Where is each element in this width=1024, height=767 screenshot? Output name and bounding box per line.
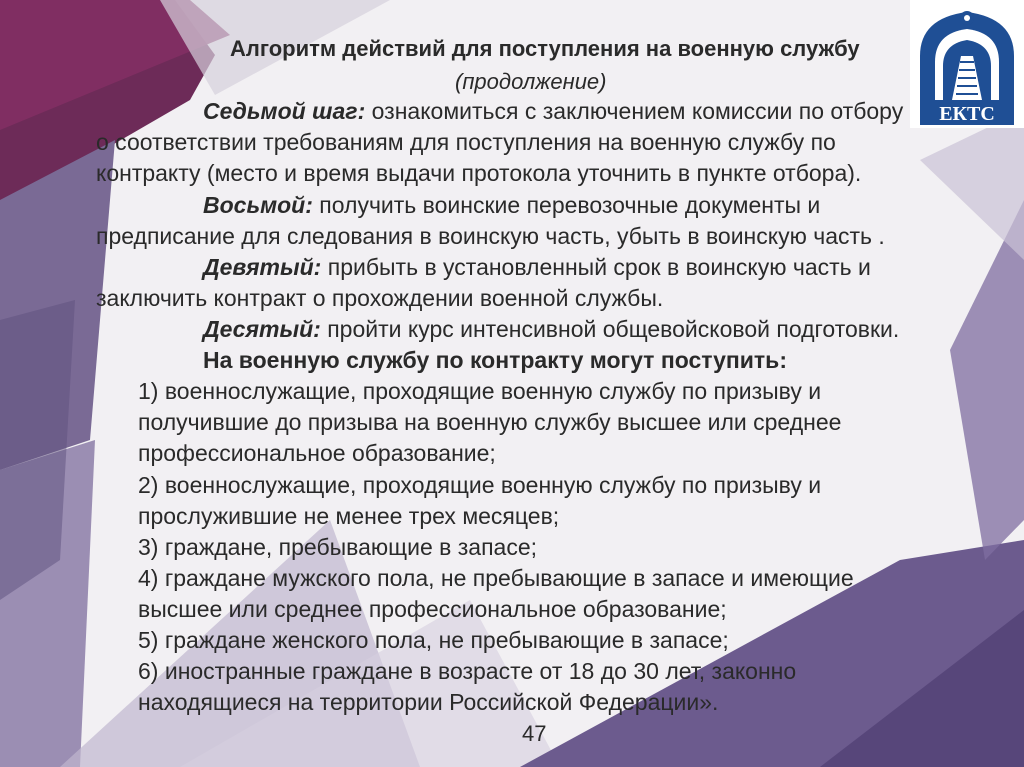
page-title: Алгоритм действий для поступления на военную службу — [230, 36, 860, 61]
step-nine-line-2: заключить контракт о прохождении военной службы. — [96, 285, 664, 311]
step-eight-line — [203, 190, 820, 221]
step-ten-name: Десятый: — [203, 316, 321, 342]
step-seven-name: Седьмой шаг: — [203, 98, 366, 124]
page-number: 47 — [522, 721, 547, 746]
logo-text: ЕКТС — [939, 103, 995, 125]
step-nine-line — [203, 252, 871, 283]
eligible-heading: На военную службу по контракту могут поступить: — [203, 347, 787, 373]
list-item: 2) военнослужащие, проходящие военную службу по призыву и — [138, 472, 822, 498]
list-item: 1) военнослужащие, проходящие военную службу по призыву и — [138, 378, 822, 404]
list-item: 4) граждане мужского пола, не пребывающие в запасе и имеющие — [138, 565, 854, 591]
step-nine-text: прибыть в установленный срок в воинскую часть и — [327, 254, 871, 280]
step-eight-line-2: предписание для следования в воинскую часть, убыть в воинскую часть . — [96, 223, 885, 249]
list-item: 6) иностранные граждане в возрасте от 18 до 30 лет, законно — [138, 658, 797, 684]
step-seven-line-2: о соответствии требованиям для поступления на военную службу по — [96, 129, 836, 155]
list-item: высшее или среднее профессиональное образование; — [138, 596, 727, 622]
step-nine-name: Девятый: — [203, 254, 322, 280]
step-seven-line-3: контракту (место и время выдачи протокола уточнить в пункте отбора). — [96, 160, 862, 186]
list-item: профессиональное образование; — [138, 440, 496, 466]
step-eight-name: Восьмой: — [203, 192, 313, 218]
step-seven-line — [203, 96, 903, 127]
list-item: прослужившие не менее трех месяцев; — [138, 503, 560, 529]
list-item: получившие до призыва на военную службу высшее или среднее — [138, 409, 842, 435]
list-item: находящиеся на территории Российской Федерации». — [138, 689, 719, 715]
step-ten-text: пройти курс интенсивной общевойсковой подготовки. — [327, 316, 900, 342]
list-item: 3) граждане, пребывающие в запасе; — [138, 534, 537, 560]
step-ten-line — [203, 314, 899, 345]
list-item: 5) граждане женского пола, не пребывающие в запасе; — [138, 627, 729, 653]
step-eight-text: получить воинские перевозочные документы и — [319, 192, 821, 218]
step-seven-text: ознакомиться с заключением комиссии по отбору — [371, 98, 904, 124]
page-subtitle: (продолжение) — [455, 69, 607, 94]
